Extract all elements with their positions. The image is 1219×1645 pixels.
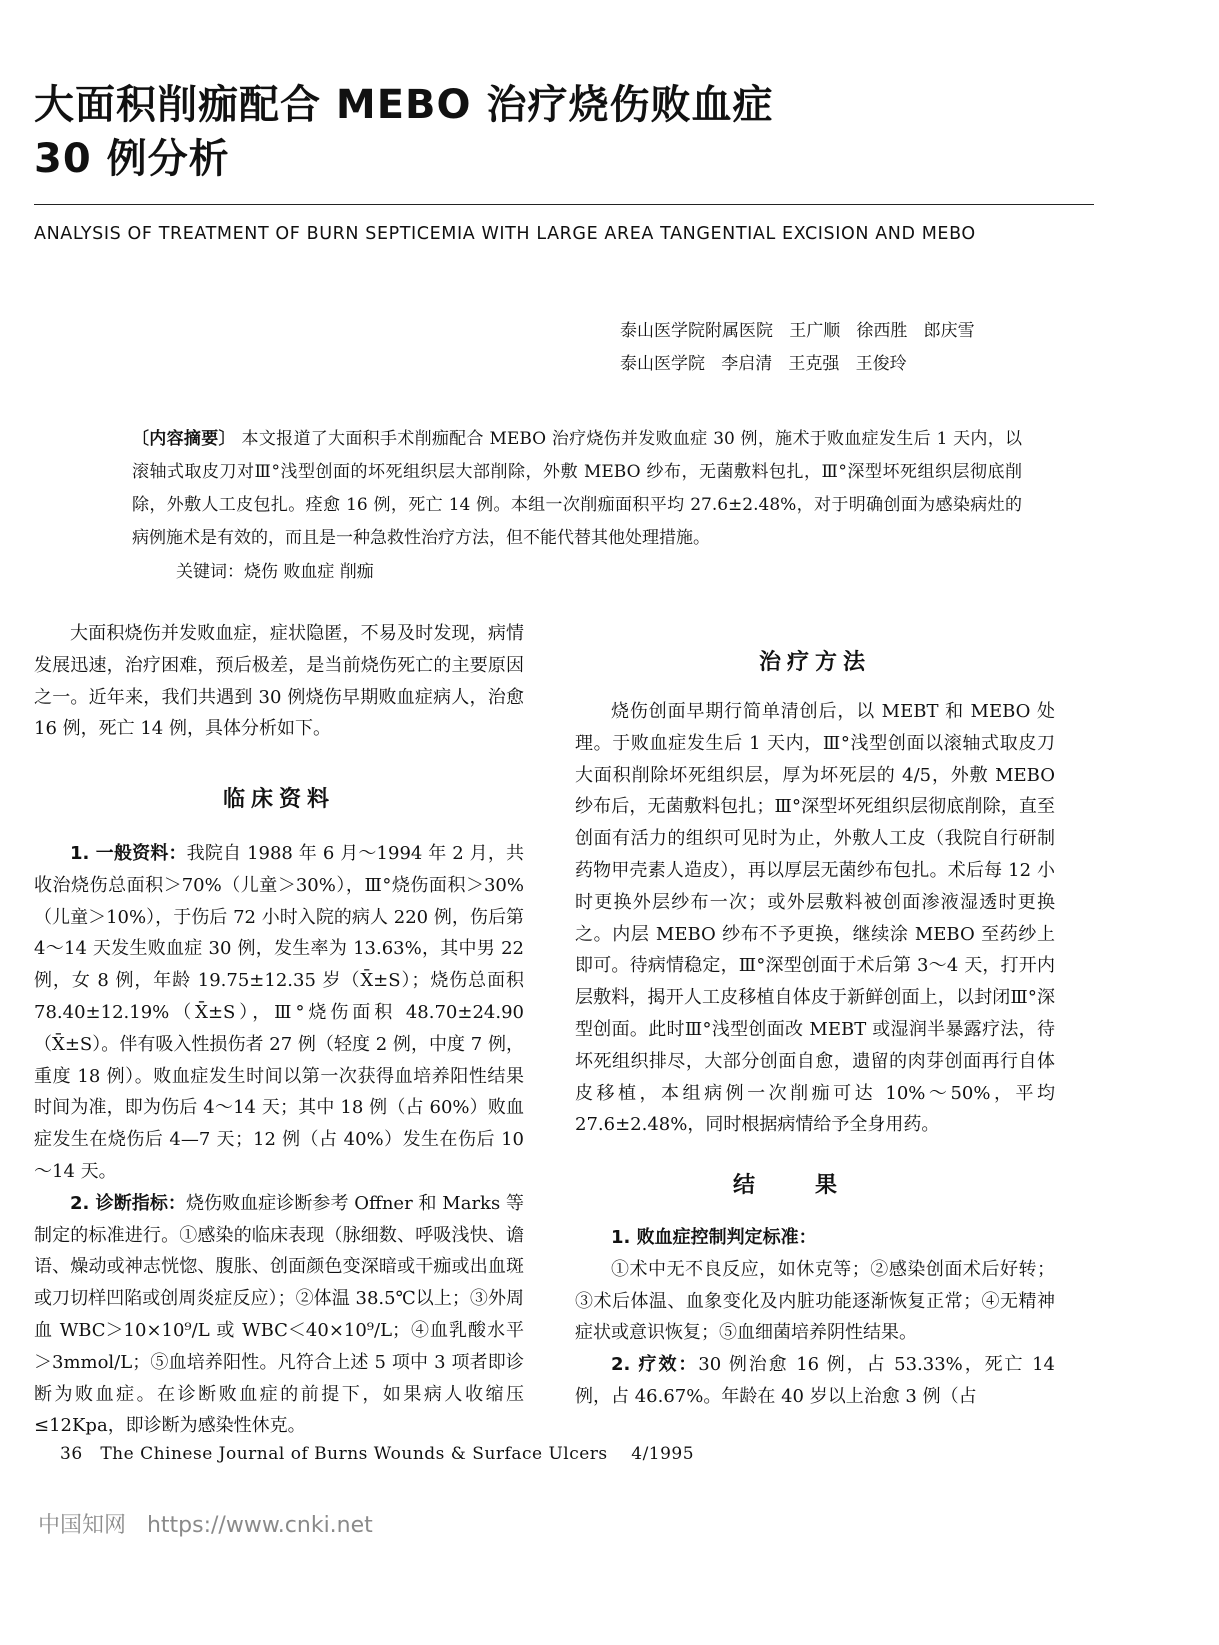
page-footer: 36 The Chinese Journal of Burns Wounds & Surface Ulcers 4/1995: [60, 1444, 695, 1464]
general-lead: 1. 一般资料：: [70, 843, 187, 864]
left-column-body: [34, 838, 524, 1442]
author-line-2: 泰山医学院 李启清 王克强 王俊玲: [620, 354, 907, 374]
title-rule: [34, 204, 1094, 205]
efficacy-text: 30 例治愈 16 例，占 53.33%，死亡 14 例，占 46.67%。年龄在 40 岁以上治愈 3 例（占: [575, 1354, 1055, 1407]
efficacy-paragraph: [575, 1349, 1055, 1413]
right-column-methods: [575, 696, 1055, 1141]
title-line-1: 大面积削痂配合 MEBO 治疗烧伤败血症: [34, 82, 774, 128]
diagnosis-paragraph: [34, 1188, 524, 1442]
methods-paragraph: 烧伤创面早期行简单清创后，以 MEBT 和 MEBO 处理。于败血症发生后 1 天内，Ⅲ°浅型创面以滚轴式取皮刀大面积削除坏死组织层，厚为坏死层的 4/5，外敷 MEBO 纱布后，无菌敷料包扎；Ⅲ°深型坏死组织层彻底削除，直至创面有活力的组织可见时为止，外敷人工皮（我院自行研制药物甲壳素人造皮），再以厚层无菌纱布包扎。术后每 12 小时更换外层纱布一次；或外层敷料被创面渗液湿透时更换之。内层 MEBO 纱布不予更换，继续涂 MEBO 至药纱上即可。待病情稳定，Ⅲ°深型创面于术后第 3～4 天，打开内层敷料，揭开人工皮移植自体皮于新鲜创面上，以封闭Ⅲ°深型创面。此时Ⅲ°浅型创面改 MEBT 或湿润半暴露疗法，待坏死组织排尽，大部分创面自愈，遗留的肉芽创面再行自体皮移植，本组病例一次削痂可达 10%～50%，平均 27.6±2.48%，同时根据病情给予全身用药。: [575, 701, 1055, 1136]
abstract: [132, 423, 1022, 555]
criteria-paragraph: ①术中无不良反应，如休克等；②感染创面术后好转；③术后体温、血象变化及内脏功能逐渐恢复正常；④无精神症状或意识恢复；⑤血细菌培养阴性结果。: [575, 1258, 1055, 1344]
section-heading-results: 结果: [732, 1173, 897, 1198]
section-heading-methods: 治疗方法: [758, 650, 871, 675]
author-line-1: 泰山医学院附属医院 王广顺 徐西胜 郎庆雪: [620, 321, 975, 341]
author-affiliations: [620, 315, 1100, 381]
abstract-label: 〔内容摘要〕: [132, 429, 236, 449]
article-title: [34, 78, 1034, 186]
english-title: ANALYSIS OF TREATMENT OF BURN SEPTICEMIA WITH LARGE AREA TANGENTIAL EXCISION AND MEBO: [34, 224, 976, 244]
general-text: 我院自 1988 年 6 月～1994 年 2 月，共收治烧伤总面积＞70%（儿童＞30%），Ⅲ°烧伤面积＞30%（儿童＞10%），于伤后 72 小时入院的病人 220 例，伤后第 4～14 天发生败血症 30 例，发生率为 13.63%，其中男 22 例，女 8 例，年龄 19.75±12.35 岁（X̄±S）；烧伤总面积 78.40±12.19%（X̄±S），Ⅲ°烧伤面积 48.70±24.90（X̄±S）。伴有吸入性损伤者 27 例（轻度 2 例，中度 7 例，重度 18 例）。败血症发生时间以第一次获得血培养阳性结果时间为准，即为伤后 4～14 天；其中 18 例（占 60%）败血症发生在烧伤后 4—7 天；12 例（占 40%）发生在伤后 10～14 天。: [34, 843, 524, 1182]
diagnosis-lead: 2. 诊断指标：: [70, 1192, 186, 1214]
right-column-results: [575, 1222, 1055, 1413]
title-line-2: 30 例分析: [34, 136, 230, 182]
cnki-watermark: 中国知网 https://www.cnki.net: [38, 1513, 373, 1538]
section-heading-clinical: 临床资料: [222, 787, 335, 812]
intro-paragraph: 大面积烧伤并发败血症，症状隐匿，不易及时发现，病情发展迅速，治疗困难，预后极差，是当前烧伤死亡的主要原因之一。近年来，我们共遇到 30 例烧伤早期败血症病人，治愈 16 例，死亡 14 例，具体分析如下。: [34, 623, 524, 740]
left-column-intro: [34, 618, 524, 745]
criteria-lead: 1. 败血症控制判定标准：: [611, 1227, 817, 1248]
abstract-text: 本文报道了大面积手术削痂配合 MEBO 治疗烧伤并发败血症 30 例，施术于败血症发生后 1 天内，以滚轴式取皮刀对Ⅲ°浅型创面的坏死组织层大部削除，外敷 MEBO 纱布，无菌敷料包扎，Ⅲ°深型坏死组织层彻底削除，外敷人工皮包扎。痊愈 16 例，死亡 14 例。本组一次削痂面积平均 27.6±2.48%，对于明确创面为感染病灶的病例施术是有效的，而且是一种急救性治疗方法，但不能代替其他处理措施。: [132, 429, 1023, 548]
diagnosis-text: 烧伤败血症诊断参考 Offner 和 Marks 等制定的标准进行。①感染的临床表现（脉细数、呼吸浅快、谵语、燥动或神志恍惚、腹胀、创面颜色变深暗或干痂或出血斑或刀切样凹陷或创周炎症反应）；②体温 38.5℃以上；③外周血 WBC＞10×10⁹/L 或 WBC＜40×10⁹/L；④血乳酸水平＞3mmol/L；⑤血培养阳性。凡符合上述 5 项中 3 项者即诊断为败血症。在诊断败血症的前提下，如果病人收缩压≤12Kpa，即诊断为感染性休克。: [34, 1192, 524, 1437]
keywords: 关键词：烧伤 败血症 削痂: [176, 562, 374, 582]
criteria-lead-paragraph: [575, 1222, 1055, 1254]
general-paragraph: [34, 838, 524, 1188]
efficacy-lead: 2. 疗效：: [611, 1354, 699, 1376]
